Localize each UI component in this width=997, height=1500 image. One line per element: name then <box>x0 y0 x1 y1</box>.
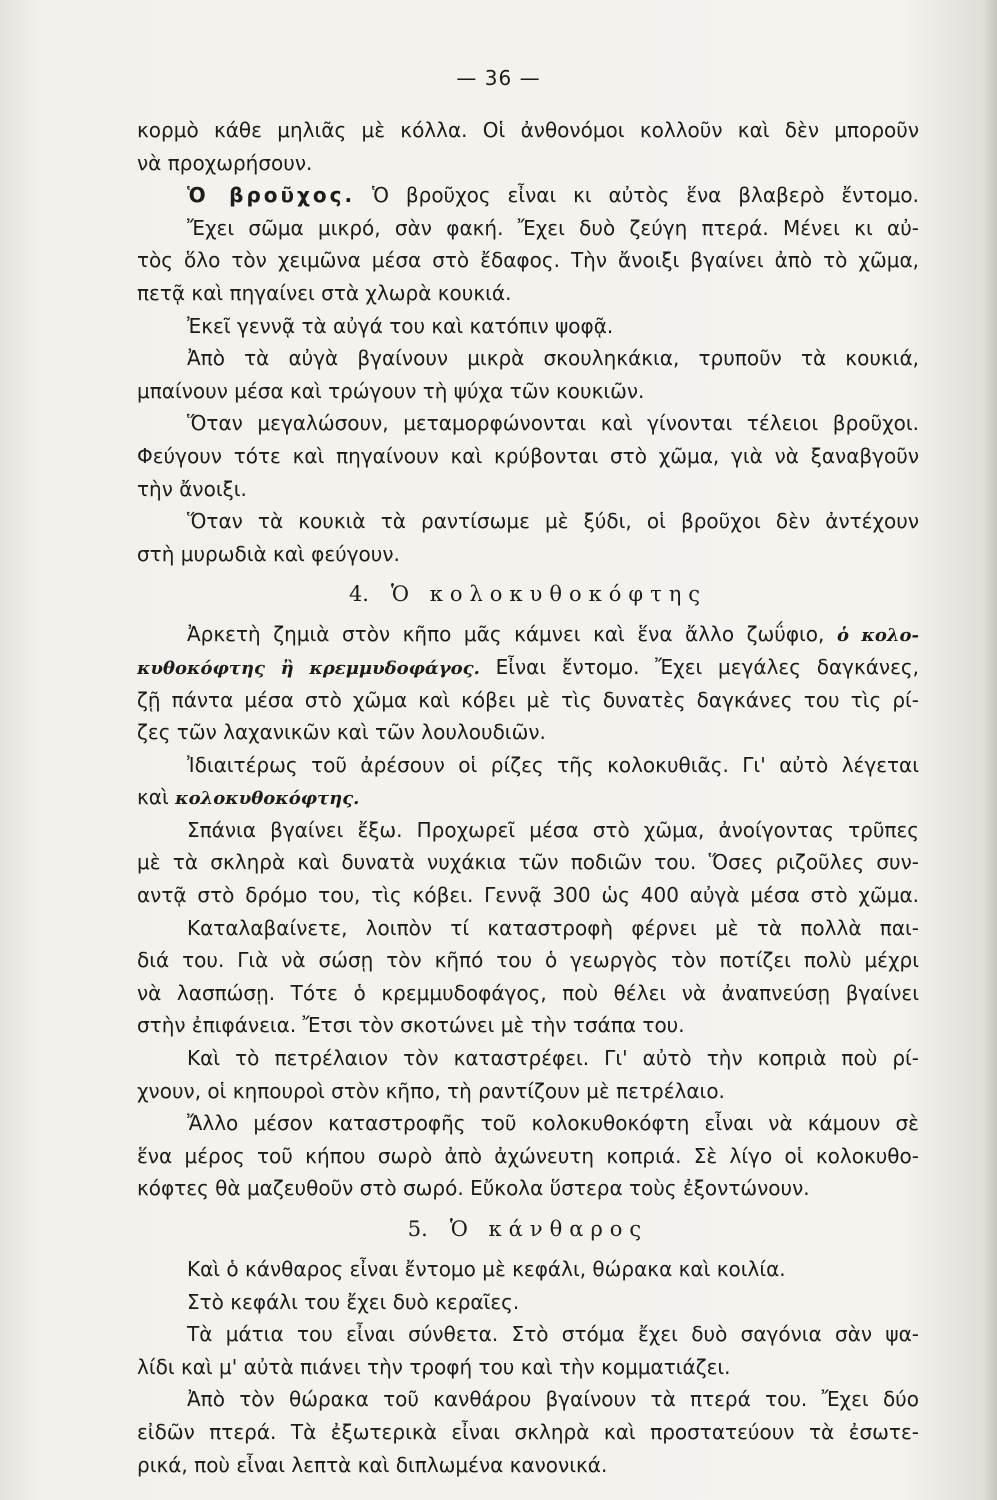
text-line: πετᾷ καὶ πηγαίνει στὰ χλωρὰ κουκιά. <box>137 280 512 305</box>
section-title: Ὁ κολοκυθοκόφτης <box>390 582 708 607</box>
term-kolokythokoftis: ὁ κολο- <box>836 625 919 647</box>
paragraph-line <box>137 781 919 814</box>
text-line: τὴν ἄνοιξι. <box>137 476 247 501</box>
term-vrouchos: Ὁ βροῦχος. <box>187 183 356 208</box>
text-line: τὸς ὅλο τὸν χειμῶνα μέσα στὸ ἔδαφος. Τὴν ἄνοιξι βγαίνει ἀπὸ τὸ χῶμα, <box>137 248 919 273</box>
text-line: ἕνα μέρος τοῦ κήπου σωρὸ ἀπὸ ἀχώνευτη κοπριά. Σὲ λίγο οἱ κολοκυθο- <box>137 1143 919 1168</box>
text-line: Ἀπὸ τὸν θώρακα τοῦ κανθάρου βγαίνουν τὰ πτερά του. Ἔχει δύο <box>187 1387 919 1412</box>
text-line: διά του. Γιὰ νὰ σώσῃ τὸν κῆπό του ὁ γεωργὸς τὸν ποτίζει πολὺ μέχρι <box>137 948 919 973</box>
page-number: — 36 — <box>456 66 541 90</box>
section-heading-5 <box>137 1205 919 1253</box>
section-title: Ὁ κάνθαρος <box>449 1217 649 1241</box>
text-line: Ἐκεῖ γεννᾷ τὰ αὐγά του καὶ κατόπιν ψοφᾷ. <box>187 313 614 338</box>
term-kremmydofagos: κυθοκόφτης ἢ κρεμμυδοφάγος. <box>137 657 480 679</box>
text-line: Σπάνια βγαίνει ἔξω. Προχωρεῖ μέσα στὸ χῶμα, ἀνοίγοντας τρῦπες <box>187 817 919 842</box>
text-line: νὰ προχωρήσουν. <box>137 150 313 175</box>
page-fold-shadow <box>983 0 997 1500</box>
text-fragment: καὶ <box>137 785 169 810</box>
text-line: Ἔχει σῶμα μικρό, σὰν φακή. Ἔχει δυὸ ζεύγη πτερά. Μένει κι αὐ- <box>187 215 919 240</box>
text-fragment: Ἀρκετὴ ζημιὰ στὸν κῆπο μᾶς κάμνει καὶ ἕνα ἄλλο ζωΰφιο, <box>187 622 825 647</box>
page-body <box>137 114 919 1481</box>
text-line: Ἄλλο μέσον καταστροφῆς τοῦ κολοκυθοκόφτη εἶναι νὰ κάμουν σὲ <box>187 1111 919 1136</box>
paragraph-line <box>137 651 919 684</box>
text-line: στὴ μυρωδιὰ καὶ φεύγουν. <box>137 541 400 566</box>
text-line: Ὅταν μεγαλώσουν, μεταμορφώνονται καὶ γίνονται τέλειοι βροῦχοι. <box>187 411 919 436</box>
text-line: Ὅταν τὰ κουκιὰ τὰ ραντίσωμε μὲ ξύδι, οἱ βροῦχοι δὲν ἀντέχουν <box>187 509 919 534</box>
text-line: λίδι καὶ μ' αὐτὰ πιάνει τὴν τροφή του καὶ τὴν κομματιάζει. <box>137 1354 731 1379</box>
text-line: ζῇ πάντα μέσα στὸ χῶμα καὶ κόβει μὲ τὶς δυνατὲς δαγκάνες του τὶς ρί- <box>137 687 919 712</box>
text-line: Στὸ κεφάλι του ἔχει δυὸ κεραῖες. <box>187 1289 520 1314</box>
text-line: Καὶ τὸ πετρέλαιον τὸν καταστρέφει. Γι' αὐτὸ τὴν κοπριὰ ποὺ ρί- <box>187 1046 919 1071</box>
text-line: Καταλαβαίνετε, λοιπὸν τί καταστροφὴ φέρνει μὲ τὰ πολλὰ παι- <box>187 915 919 940</box>
text-line: Τὰ μάτια του εἶναι σύνθετα. Στὸ στόμα ἔχει δυὸ σαγόνια σὰν ψα- <box>187 1322 919 1347</box>
section-number: 4. <box>348 582 369 607</box>
text-line: κόφτες θὰ μαζευθοῦν στὸ σωρό. Εὔκολα ὕστερα τοὺς ἐξοντώνουν. <box>137 1176 810 1201</box>
text-fragment: Εἶναι ἔντομο. Ἔχει μεγάλες δαγκάνες, <box>495 654 919 679</box>
paragraph-line <box>137 618 919 651</box>
text-line: ρικά, ποὺ εἶναι λεπτὰ καὶ διπλωμένα κανονικά. <box>137 1452 608 1477</box>
paragraph-line <box>137 179 919 212</box>
text-line: Ἰδιαιτέρως τοῦ ἀρέσουν οἱ ρίζες τῆς κολοκυθιᾶς. Γι' αὐτὸ λέγεται <box>187 752 919 777</box>
text-line: χνουν, οἱ κηπουροὶ στὸν κῆπο, τὴ ραντίζουν μὲ πετρέλαιο. <box>137 1078 725 1103</box>
text-line: νὰ λασπώσῃ. Τότε ὁ κρεμμυδοφάγος, ποὺ θέλει νὰ ἀναπνεύσῃ βγαίνει <box>137 980 919 1005</box>
text-fragment: Ὁ βροῦχος εἶναι κι αὐτὸς ἕνα βλαβερὸ ἔντομο. <box>372 183 919 208</box>
text-line: Φεύγουν τότε καὶ πηγαίνουν καὶ κρύβονται στὸ χῶμα, γιὰ νὰ ξαναβγοῦν <box>137 443 919 468</box>
text-line: Καὶ ὁ κάνθαρος εἶναι ἔντομο μὲ κεφάλι, θώρακα καὶ κοιλία. <box>187 1257 786 1281</box>
text-line: μπαίνουν μέσα καὶ τρώγουν τὴ ψύχα τῶν κουκιῶν. <box>137 378 645 403</box>
text-line: στὴν ἐπιφάνεια. Ἔτσι τὸν σκοτώνει μὲ τὴν τσάπα του. <box>137 1013 685 1038</box>
text-line: Ἀπὸ τὰ αὐγὰ βγαίνουν μικρὰ σκουληκάκια, τρυποῦν τὰ κουκιά, <box>187 346 919 371</box>
text-line: κορμὸ κάθε μηλιᾶς μὲ κόλλα. Οἱ ἀνθονόμοι κολλοῦν καὶ δὲν μποροῦν <box>137 118 919 142</box>
section-number: 5. <box>407 1217 428 1241</box>
term-kolokythokoftis-2: κολοκυθοκόφτης. <box>175 788 360 810</box>
text-line: αντᾷ στὸ δρόμο του, τὶς κόβει. Γεννᾷ 300 ὡς 400 αὐγὰ μέσα στὸ χῶμα. <box>137 883 919 908</box>
text-line: εἰδῶν πτερά. Τὰ ἐξωτερικὰ εἶναι σκληρὰ καὶ προστατεύουν τὰ ἐσωτε- <box>137 1419 919 1444</box>
text-line: μὲ τὰ σκληρὰ καὶ δυνατὰ νυχάκια τῶν ποδιῶν του. Ὅσες ριζοῦλες συν- <box>137 850 919 875</box>
section-heading-4 <box>137 570 919 618</box>
text-line: ζες τῶν λαχανικῶν καὶ τῶν λουλουδιῶν. <box>137 720 546 745</box>
